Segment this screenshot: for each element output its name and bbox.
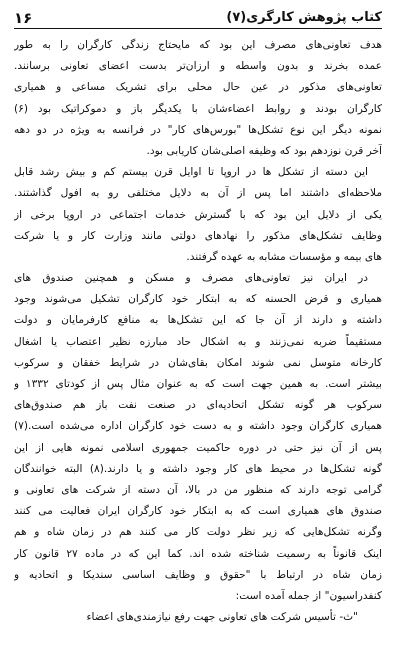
text-line: سرکوب هر گونه تشکل اتحادیه‌ای در صنعت نفت باز هم صندوق‌های	[14, 399, 382, 412]
text-line: کارگران بودند و روابط اعضاء‌شان با یکدیگر باز و دموکراتیک بود (۶)	[14, 102, 382, 115]
text-line: داشته و دارند از آن جا که این تشکل‌ها به منافع کارفرمایان و دولت	[14, 314, 382, 327]
text-line: آخر قرن نوزدهم بود که وظیفه اصلی‌شان کاریابی بود.	[146, 144, 382, 157]
text-line: بیشتر است. به همین جهت است که به عنوان مثال پس از کودتای ۱۳۳۲ و	[14, 378, 382, 390]
text-line: های بیمه و مؤسسات مشابه به عهده گرفتند.	[186, 250, 382, 263]
text-line: هدف تعاونی‌های مصرف این بود که مایحتاج زندگی کارگران را به طور	[14, 39, 382, 51]
body-text	[14, 35, 382, 628]
text-line: پس از آن نیز حتی در دوره حاکمیت جمهوری اسلامی نمونه هایی از این	[14, 441, 382, 454]
text-line: عمده بخرند و بدون واسطه و ارزان‌تر بدست اعضای تعاونی برسانند.	[14, 60, 382, 73]
text-line: تعاونی‌های مذکور در عین حال محلی برای تشریک مساعی و همیاری	[14, 81, 382, 94]
page-header	[14, 6, 382, 29]
text-line: همیاری و قرض الحسنه که به ابتکار خود کارگران تشکیل می‌شوند وجود	[14, 293, 382, 306]
text-line: این دسته از تشکل ها در اروپا تا اوایل قرن بیستم کم و بیش رشد قابل	[14, 166, 368, 179]
text-line: گرامی توجه دارند که منظور من در بالا، آن دسته از شرکت های تعاونی و	[14, 483, 382, 496]
text-line: صندوق های همیاری است که به ابتکار خود کارگران ایران فعالیت می کنند	[14, 505, 382, 518]
text-line: ملاحظه‌ای داشتند اما پس از آن به دلایل مختلفی رو به افول گذاشتند.	[14, 187, 382, 200]
text-line: زمان شاه در ارتباط با "حقوق و وظایف اساسی سندیکا و اتحادیه و	[14, 568, 382, 581]
quoted-item: "ث- تأسیس شرکت های تعاونی جهت رفع نیازمندی‌های اعضاء	[86, 611, 358, 624]
text-line: وگرنه تشکل‌هایی که زیر نظر دولت کار می کنند هم در زمان شاه و هم	[14, 526, 382, 539]
text-line: کارخانه متوسل نمی شوند امکان بقای‌شان در شرایط خفقان و سرکوب	[14, 356, 382, 369]
text-line: اینک قانوناً به رسمیت شناخته شده اند. کما این که در ماده ۲۷ قانون کار	[14, 547, 382, 560]
text-line: یکی از دلایل این بود که با گسترش خدمات اجتماعی در اروپا برخی از	[14, 208, 382, 221]
running-title: کتاب پژوهش کارگری(۷)	[226, 10, 382, 25]
text-line: گونه تشکل‌ها در محیط های کار وجود داشته و یا دارند.(۸) البته خوانندگان	[14, 462, 382, 475]
text-line: کنفدراسیون" از جمله آمده است:	[235, 589, 382, 602]
page-number: ۱۶	[14, 9, 33, 27]
text-line: در ایران نیز تعاونی‌های مصرف و مسکن و همچنین صندوق های	[14, 272, 368, 285]
text-line: همیاری کارگران وجود داشته و به دست خود کارگران اداره می‌شده است.(۷)	[14, 420, 382, 433]
text-line: مستقیماً ضربه نمی‌زنند و به اشکال حاد مبارزه نظیر اعتصاب یا اشغال	[14, 335, 382, 348]
text-line: نمونه دیگر این نوع تشکل‌ها "بورس‌های کار" در فرانسه به ویژه در دو دهه	[14, 123, 382, 136]
text-line: وظایف تشکل‌های مذکور را نهادهای دولتی مانند وزارت کار و یا شرکت	[14, 229, 382, 242]
